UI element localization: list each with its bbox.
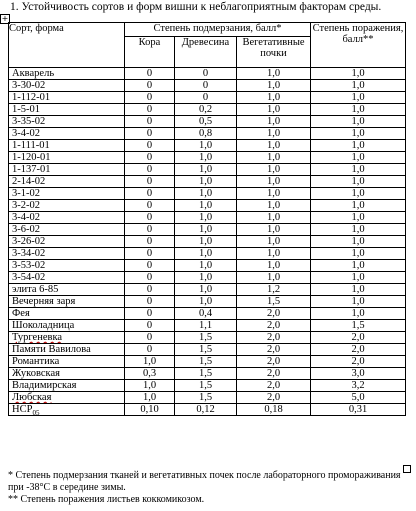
row-value-cell: 1,0 — [125, 356, 175, 368]
row-value-cell: 1,5 — [175, 356, 237, 368]
row-value-cell: 1,0 — [237, 200, 311, 212]
row-value-cell: 1,0 — [311, 212, 406, 224]
row-value-cell: 0,2 — [175, 104, 237, 116]
table-row — [9, 296, 406, 308]
table-row — [9, 152, 406, 164]
row-variety-name: Владимирская — [9, 380, 125, 392]
row-value-cell: 0 — [125, 296, 175, 308]
row-value-cell: 0 — [125, 104, 175, 116]
row-value-cell: 1,0 — [237, 140, 311, 152]
row-variety-name: 1-112-01 — [9, 92, 125, 104]
table-row — [9, 92, 406, 104]
row-value-cell: 0,5 — [175, 116, 237, 128]
row-value-cell: 2,0 — [237, 368, 311, 380]
row-value-cell: 0,3 — [125, 368, 175, 380]
row-variety-name: Жуковская — [9, 368, 125, 380]
row-value-cell: 1,0 — [237, 188, 311, 200]
row-value-cell: 0 — [125, 320, 175, 332]
row-value-cell: 2,0 — [237, 356, 311, 368]
table-row — [9, 200, 406, 212]
table-move-handle-icon[interactable]: + — [1, 14, 9, 23]
row-value-cell: 1,0 — [311, 140, 406, 152]
row-value-cell: 3,2 — [311, 380, 406, 392]
table-row — [9, 248, 406, 260]
row-value-cell: 2,0 — [311, 332, 406, 344]
hcp-wood: 0,12 — [175, 404, 237, 416]
row-value-cell: 1,0 — [311, 80, 406, 92]
row-variety-name: Акварель — [9, 68, 125, 80]
row-value-cell: 0 — [175, 68, 237, 80]
row-variety-name: 1-5-01 — [9, 104, 125, 116]
table-row — [9, 392, 406, 404]
table-row — [9, 80, 406, 92]
row-value-cell: 0 — [125, 200, 175, 212]
table-row — [9, 104, 406, 116]
header-sort: Сорт, форма — [9, 23, 125, 68]
row-value-cell: 1,0 — [237, 212, 311, 224]
row-value-cell: 2,0 — [311, 344, 406, 356]
row-value-cell: 1,0 — [175, 296, 237, 308]
row-value-cell: 0 — [125, 92, 175, 104]
row-value-cell: 1,0 — [237, 116, 311, 128]
row-value-cell: 2,0 — [237, 320, 311, 332]
row-value-cell: 1,5 — [175, 332, 237, 344]
table-row — [9, 68, 406, 80]
hcp-row — [9, 404, 406, 416]
table-row — [9, 332, 406, 344]
row-value-cell: 0 — [125, 332, 175, 344]
row-value-cell: 1,0 — [175, 236, 237, 248]
row-variety-name: Фея — [9, 308, 125, 320]
table-row — [9, 140, 406, 152]
row-variety-name: 3-54-02 — [9, 272, 125, 284]
row-value-cell: 0 — [125, 224, 175, 236]
row-value-cell: 1,0 — [237, 152, 311, 164]
hcp-label: $НСР_{05}$ — [9, 404, 125, 416]
row-value-cell: 0 — [125, 116, 175, 128]
row-value-cell: 1,0 — [237, 164, 311, 176]
row-value-cell: 1,0 — [237, 68, 311, 80]
footnote-1: * Степень подмерзания тканей и вегетативных почек после лабораторного промораживания при -38°С в середине зимы. — [8, 470, 401, 493]
row-value-cell: 0,4 — [175, 308, 237, 320]
row-value-cell: 1,0 — [237, 272, 311, 284]
table-row — [9, 188, 406, 200]
row-value-cell: 0 — [125, 140, 175, 152]
hcp-damage: 0,31 — [311, 404, 406, 416]
row-variety-name: 1-120-01 — [9, 152, 125, 164]
hcp-buds: 0,18 — [237, 404, 311, 416]
row-value-cell: 1,0 — [237, 248, 311, 260]
row-value-cell: 5,0 — [311, 392, 406, 404]
row-value-cell: 1,0 — [125, 380, 175, 392]
row-value-cell: 1,0 — [175, 260, 237, 272]
table-row — [9, 308, 406, 320]
row-value-cell: 0 — [125, 188, 175, 200]
row-value-cell: 2,0 — [237, 308, 311, 320]
row-value-cell: 2,0 — [237, 344, 311, 356]
row-value-cell: 1,0 — [311, 308, 406, 320]
row-value-cell: 0 — [125, 272, 175, 284]
table-row — [9, 116, 406, 128]
table-row — [9, 164, 406, 176]
row-variety-name: 3-4-02 — [9, 212, 125, 224]
row-value-cell: 1,0 — [311, 176, 406, 188]
row-value-cell: 1,0 — [237, 224, 311, 236]
row-variety-name: 3-30-02 — [9, 80, 125, 92]
row-value-cell: 1,0 — [175, 248, 237, 260]
row-value-cell: 0 — [125, 80, 175, 92]
row-variety-name: 3-6-02 — [9, 224, 125, 236]
table-row — [9, 176, 406, 188]
row-variety-name: 2-14-02 — [9, 176, 125, 188]
table-row — [9, 236, 406, 248]
row-value-cell: 0 — [125, 308, 175, 320]
row-variety-name: Тургеневка — [9, 332, 125, 344]
table-row — [9, 344, 406, 356]
row-variety-name: Памяти Вавилова — [9, 344, 125, 356]
row-value-cell: 1,0 — [175, 284, 237, 296]
hcp-subscript: 05 — [32, 409, 40, 416]
row-value-cell: 0 — [125, 128, 175, 140]
row-value-cell: 1,5 — [175, 344, 237, 356]
row-value-cell: 0 — [125, 344, 175, 356]
footnote-2: ** Степень поражения листьев коккомикозом. — [8, 494, 205, 505]
row-value-cell: 1,0 — [125, 392, 175, 404]
row-value-cell: 0 — [125, 152, 175, 164]
row-variety-name: элита 6-85 — [9, 284, 125, 296]
row-variety-name: 3-26-02 — [9, 236, 125, 248]
row-variety-name: Романтика — [9, 356, 125, 368]
table-row — [9, 224, 406, 236]
row-variety-name: 3-4-02 — [9, 128, 125, 140]
row-value-cell: 1,0 — [175, 188, 237, 200]
row-value-cell: 1,0 — [175, 176, 237, 188]
row-value-cell: 0 — [125, 248, 175, 260]
hcp-bark: 0,10 — [125, 404, 175, 416]
row-value-cell: 2,0 — [237, 332, 311, 344]
table-row — [9, 260, 406, 272]
row-value-cell: 1,5 — [175, 392, 237, 404]
row-value-cell: 0 — [125, 236, 175, 248]
table-row — [9, 128, 406, 140]
row-variety-name: Любская — [9, 392, 125, 404]
row-value-cell: 2,0 — [237, 380, 311, 392]
row-value-cell: 1,0 — [175, 164, 237, 176]
row-value-cell: 1,0 — [175, 272, 237, 284]
table-row — [9, 284, 406, 296]
row-variety-name: 3-35-02 — [9, 116, 125, 128]
header-buds: Вегетативные почки — [237, 36, 311, 67]
header-bark: Кора — [125, 36, 175, 67]
row-value-cell: 0 — [125, 212, 175, 224]
row-value-cell: 1,0 — [311, 284, 406, 296]
row-value-cell: 0 — [125, 164, 175, 176]
table-row — [9, 320, 406, 332]
row-value-cell: 1,0 — [237, 128, 311, 140]
row-value-cell: 1,5 — [311, 320, 406, 332]
row-value-cell: 1,5 — [237, 296, 311, 308]
row-value-cell: 1,0 — [311, 296, 406, 308]
row-value-cell: 1,0 — [237, 104, 311, 116]
row-value-cell: 1,0 — [175, 212, 237, 224]
row-value-cell: 1,0 — [311, 104, 406, 116]
row-value-cell: 2,0 — [237, 392, 311, 404]
table-row — [9, 212, 406, 224]
row-variety-name: 3-2-02 — [9, 200, 125, 212]
header-freeze-group: Степень подмерзания, балл* — [125, 23, 311, 37]
row-value-cell: 2,0 — [311, 356, 406, 368]
row-variety-name: 3-53-02 — [9, 260, 125, 272]
row-value-cell: 1,0 — [311, 116, 406, 128]
row-variety-name: 3-34-02 — [9, 248, 125, 260]
row-value-cell: 0 — [175, 92, 237, 104]
table-title: 1. Устойчивость сортов и форм вишни к неблагоприятным факторам среды. — [10, 1, 382, 13]
row-variety-name: 1-111-01 — [9, 140, 125, 152]
row-value-cell: 1,0 — [311, 272, 406, 284]
row-value-cell: 0 — [125, 260, 175, 272]
row-value-cell: 0 — [125, 68, 175, 80]
row-value-cell: 1,0 — [311, 200, 406, 212]
row-value-cell: 1,5 — [175, 368, 237, 380]
row-value-cell: 1,0 — [311, 260, 406, 272]
row-value-cell: 1,0 — [311, 188, 406, 200]
row-value-cell: 1,0 — [311, 224, 406, 236]
row-variety-name: 1-137-01 — [9, 164, 125, 176]
row-value-cell: 1,0 — [311, 68, 406, 80]
row-value-cell: 1,0 — [237, 236, 311, 248]
row-value-cell: 1,0 — [311, 164, 406, 176]
row-value-cell: 1,0 — [237, 80, 311, 92]
header-damage-group: Степень поражения, балл** — [311, 23, 406, 68]
row-value-cell: 1,0 — [311, 152, 406, 164]
row-value-cell: 1,0 — [175, 224, 237, 236]
row-value-cell: 0 — [125, 284, 175, 296]
row-value-cell: 1,0 — [237, 92, 311, 104]
row-value-cell: 3,0 — [311, 368, 406, 380]
cherry-resistance-table — [8, 22, 406, 416]
row-value-cell: 1,0 — [311, 248, 406, 260]
row-variety-name: Шоколадница — [9, 320, 125, 332]
table-row — [9, 380, 406, 392]
row-value-cell: 1,0 — [311, 128, 406, 140]
row-variety-name: 3-1-02 — [9, 188, 125, 200]
row-value-cell: 1,0 — [311, 92, 406, 104]
table-row — [9, 272, 406, 284]
row-value-cell: 1,0 — [237, 260, 311, 272]
row-value-cell: 1,0 — [175, 140, 237, 152]
header-wood: Древесина — [175, 36, 237, 67]
footnotes — [8, 470, 408, 506]
row-value-cell: 1,1 — [175, 320, 237, 332]
row-value-cell: 1,0 — [175, 152, 237, 164]
row-value-cell: 1,0 — [175, 200, 237, 212]
table-row — [9, 368, 406, 380]
row-value-cell: 1,0 — [311, 236, 406, 248]
row-variety-name: Вечерняя заря — [9, 296, 125, 308]
table-row — [9, 356, 406, 368]
row-value-cell: 0,8 — [175, 128, 237, 140]
row-value-cell: 0 — [175, 80, 237, 92]
row-value-cell: 1,0 — [237, 176, 311, 188]
row-value-cell: 1,5 — [175, 380, 237, 392]
row-value-cell: 0 — [125, 176, 175, 188]
table-body — [9, 68, 406, 404]
row-value-cell: 1,2 — [237, 284, 311, 296]
